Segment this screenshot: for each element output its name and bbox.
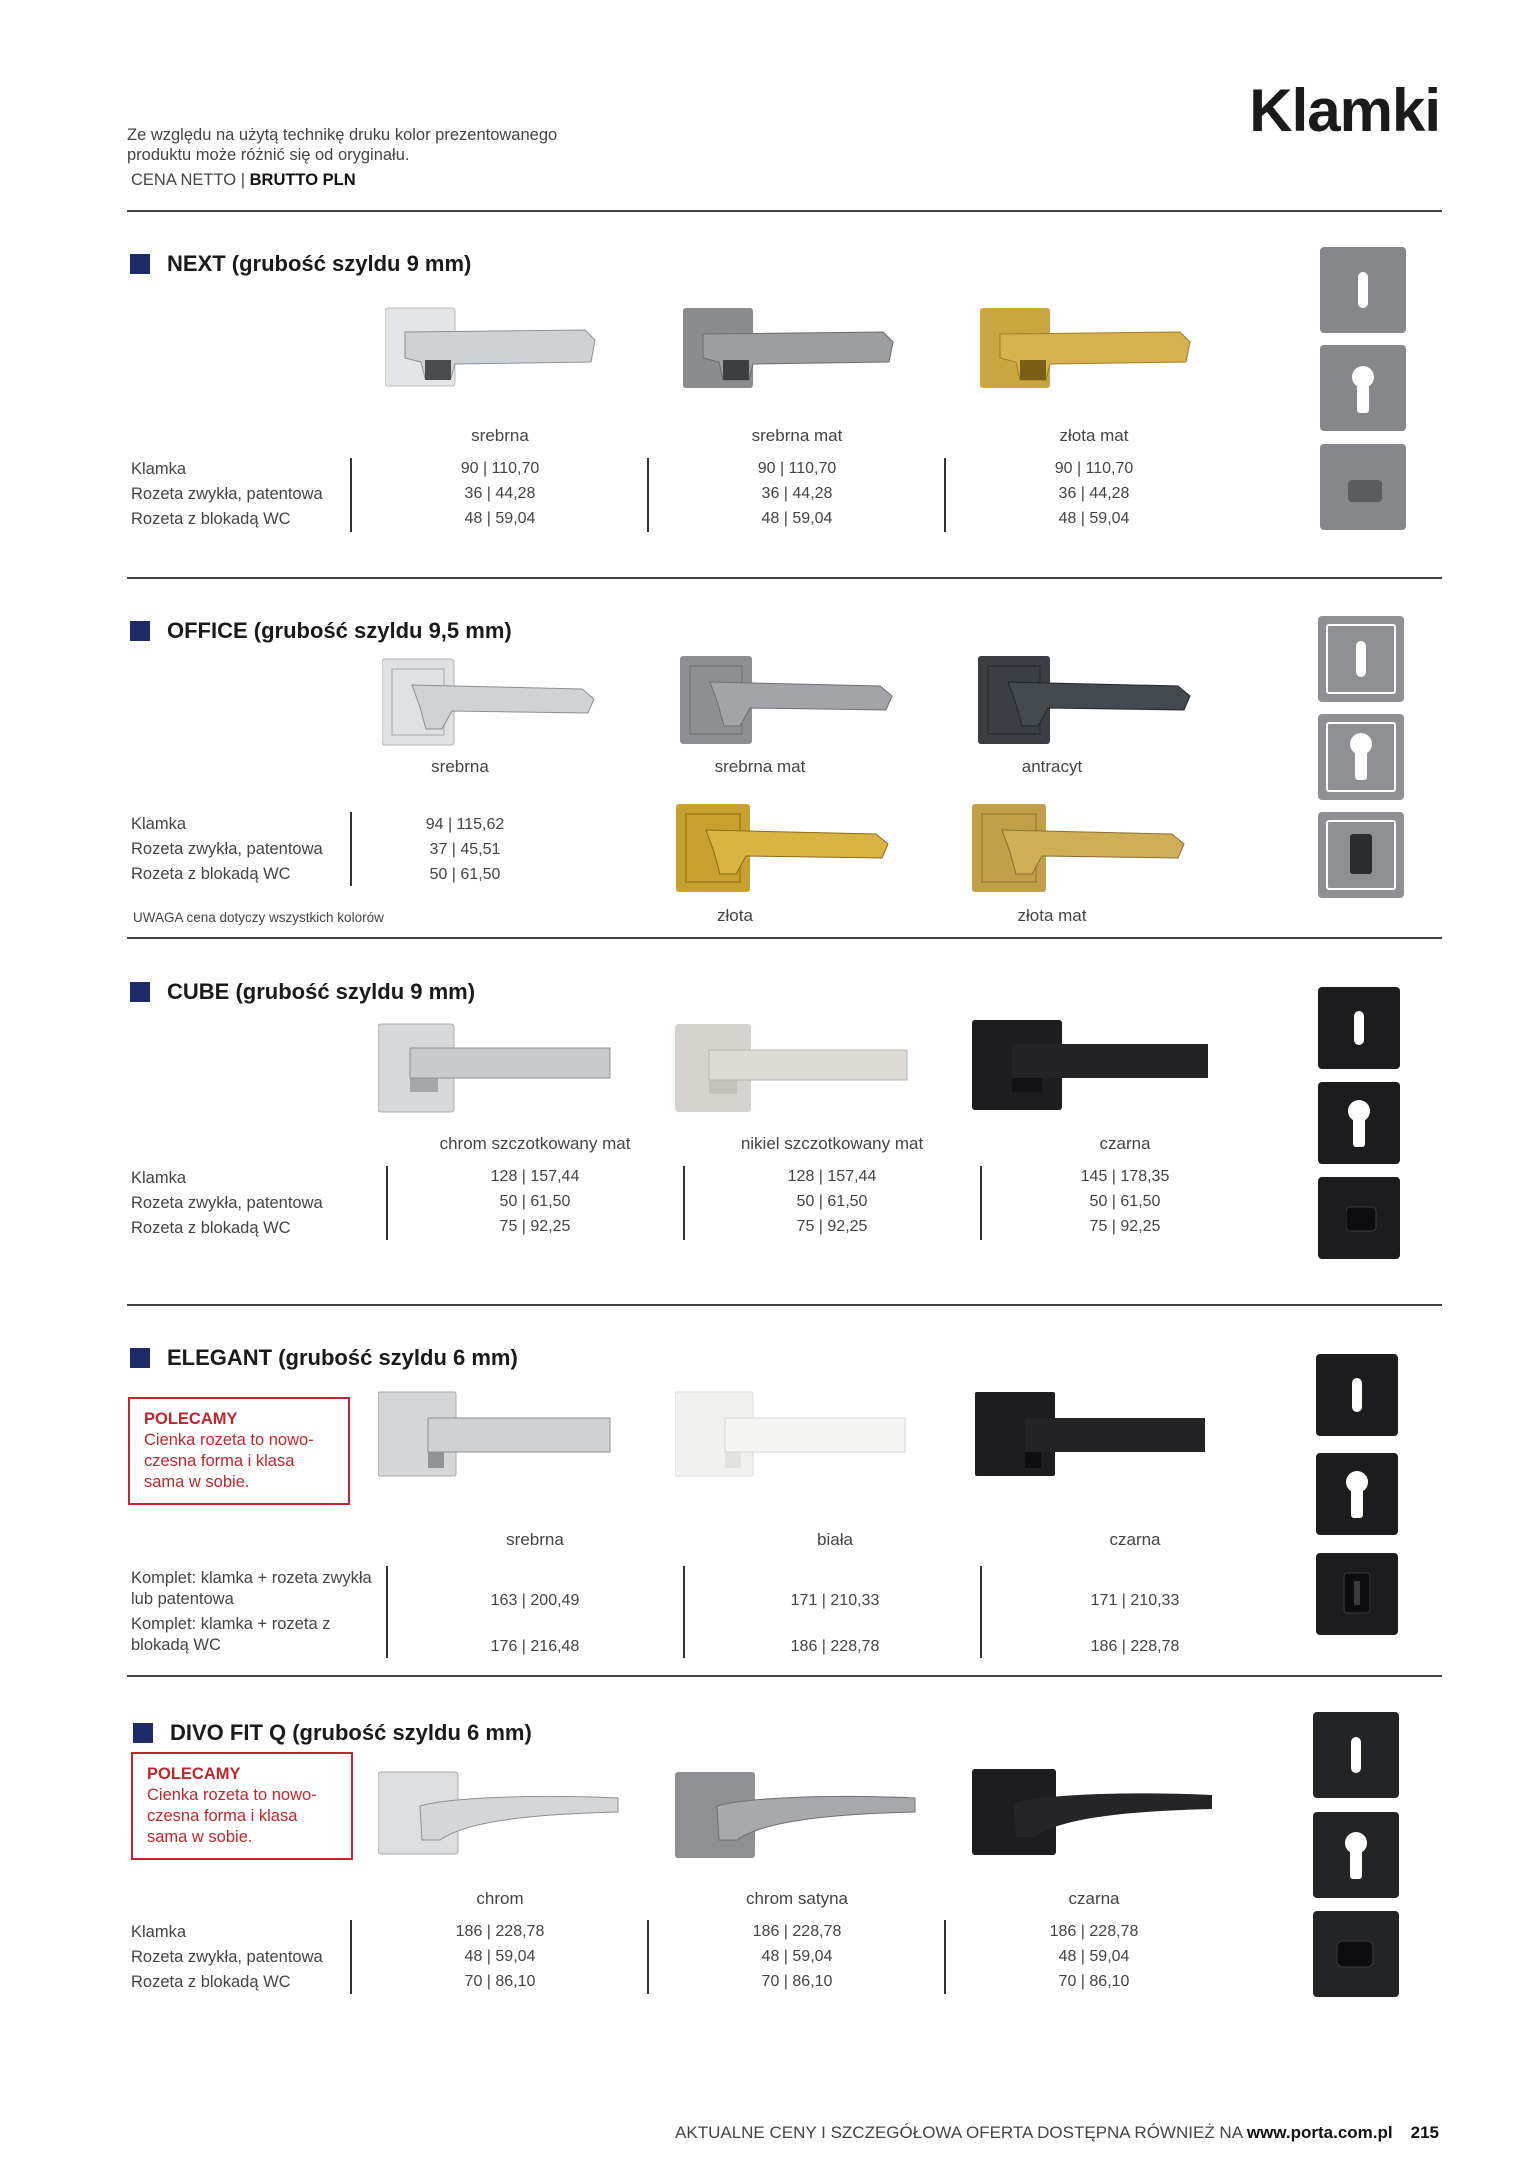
column-divider <box>350 458 352 532</box>
price-value: 186 | 228,78 <box>1049 1923 1139 1940</box>
handle-image-next-zlota-mat <box>980 302 1200 397</box>
price-value: 145 | 178,35 <box>1080 1168 1170 1185</box>
column-divider <box>350 812 352 886</box>
row-label: Klamka <box>131 460 187 478</box>
footer-text: AKTUALNE CENY I SZCZEGÓŁOWA OFERTA DOSTĘPNA RÓWNIEŻ NA <box>675 2123 1243 2142</box>
variant-name: złota mat <box>1017 906 1087 925</box>
keyhole-icon <box>1350 1378 1364 1412</box>
handle-image-elegant-czarna <box>975 1388 1215 1488</box>
section-title-elegant <box>130 1345 518 1371</box>
row-label: Rozeta z blokadą WC <box>131 1973 291 1991</box>
section-marker <box>130 254 150 274</box>
section-marker <box>130 621 150 641</box>
wc-knob-icon <box>1340 1571 1376 1617</box>
rose-standard-divo <box>1313 1712 1399 1798</box>
price-value: 48 | 59,04 <box>761 510 833 527</box>
price-value: 36 | 44,28 <box>464 485 536 502</box>
badge-text: Cienka rozeta to nowo-czesna forma i klasa sama w sobie. <box>144 1431 314 1491</box>
price-column-elegant-srebrna <box>455 1578 615 1670</box>
handle-image-office-srebrna-mat <box>680 652 900 752</box>
section-title-cube <box>130 979 475 1005</box>
cylinder-keyhole-icon <box>1343 1468 1371 1520</box>
price-value: 163 | 200,49 <box>490 1592 580 1609</box>
keyhole-icon <box>1352 1011 1366 1045</box>
print-color-notice: Ze względu na użytą technikę druku kolor prezentowanego produktu może różnić się od oryginału. <box>127 126 558 164</box>
wc-knob-icon <box>1335 1937 1379 1973</box>
price-value: 48 | 59,04 <box>1058 510 1130 527</box>
variant-name: antracyt <box>1021 757 1083 776</box>
price-value: 50 | 61,50 <box>499 1193 571 1210</box>
price-value: 70 | 86,10 <box>761 1973 833 1990</box>
rose-wc-elegant <box>1316 1553 1398 1635</box>
wc-knob-icon <box>1348 834 1378 878</box>
price-column-divo-chrom-satyna <box>697 1886 897 1994</box>
price-legend <box>131 171 356 190</box>
row-label: Rozeta z blokadą WC <box>131 510 291 528</box>
price-value: 186 | 228,78 <box>752 1923 842 1940</box>
section-marker <box>133 1723 153 1743</box>
row-label: Rozeta zwykła, patentowa <box>131 485 323 503</box>
column-divider <box>980 1566 982 1658</box>
section-title-text: OFFICE (grubość szyldu 9,5 mm) <box>167 618 512 643</box>
section-title-text: CUBE (grubość szyldu 9 mm) <box>167 979 476 1004</box>
rose-wc-next <box>1320 444 1406 530</box>
rose-standard-elegant <box>1316 1354 1398 1436</box>
handle-image-office-zlota <box>676 800 896 900</box>
handle-image-office-srebrna <box>382 655 602 755</box>
section-divider <box>127 1304 1442 1306</box>
price-value: 128 | 157,44 <box>490 1168 580 1185</box>
rose-wc-cube <box>1318 1177 1400 1259</box>
section-divider <box>127 1675 1442 1677</box>
price-column-next-srebrna <box>400 423 600 531</box>
row-label: Rozeta z blokadą WC <box>131 865 291 883</box>
price-net-label: CENA NETTO | <box>131 171 246 189</box>
handle-image-divo-czarna <box>972 1765 1222 1865</box>
handle-image-elegant-srebrna <box>378 1388 618 1488</box>
price-value: 75 | 92,25 <box>499 1218 571 1235</box>
column-divider <box>350 1920 352 1994</box>
variant-name: złota mat <box>1059 426 1129 445</box>
row-label: Klamka <box>131 1169 187 1187</box>
variant-name: biała <box>817 1530 853 1549</box>
column-divider <box>980 1166 982 1240</box>
badge-text: Cienka rozeta to nowo-czesna forma i klasa sama w sobie. <box>147 1786 317 1846</box>
cylinder-keyhole-icon <box>1342 1829 1370 1881</box>
section-title-text: DIVO FIT Q (grubość szyldu 6 mm) <box>170 1720 532 1745</box>
row-label: Klamka <box>131 815 187 833</box>
price-column-cube-chrom <box>415 1131 655 1239</box>
wc-knob-icon <box>1348 474 1388 504</box>
price-value: 186 | 228,78 <box>1090 1638 1180 1655</box>
rose-wc-office <box>1318 812 1404 898</box>
rose-wc-divo <box>1313 1911 1399 1997</box>
footer <box>675 2123 1439 2143</box>
rose-standard-cube <box>1318 987 1400 1069</box>
price-column-cube-czarna <box>1005 1131 1245 1239</box>
variant-name: chrom satyna <box>745 1889 849 1908</box>
column-divider <box>944 1920 946 1994</box>
price-column-next-zlota-mat <box>994 423 1194 531</box>
rose-patent-divo <box>1313 1812 1399 1898</box>
footer-link[interactable]: www.porta.com.pl <box>1246 2123 1393 2142</box>
price-value: 171 | 210,33 <box>1090 1592 1180 1609</box>
price-value: 48 | 59,04 <box>464 1948 536 1965</box>
price-column-divo-chrom <box>400 1886 600 1994</box>
price-row-labels <box>131 1166 323 1241</box>
variant-name: chrom <box>476 1889 524 1908</box>
price-value: 176 | 216,48 <box>490 1638 580 1655</box>
badge-title: POLECAMY <box>144 1410 238 1428</box>
column-divider <box>386 1566 388 1658</box>
row-label: Rozeta zwykła, patentowa <box>131 840 323 858</box>
section-marker <box>130 1348 150 1368</box>
cylinder-keyhole-icon <box>1345 1097 1373 1149</box>
variant-name: czarna <box>1099 1134 1151 1153</box>
variant-name: chrom szczotkowany mat <box>439 1134 631 1153</box>
price-value: 94 | 115,62 <box>425 816 505 833</box>
column-divider <box>944 458 946 532</box>
column-divider <box>647 458 649 532</box>
section-marker <box>130 982 150 1002</box>
price-column-elegant-biala <box>755 1578 915 1670</box>
variant-name: srebrna mat <box>751 426 843 445</box>
rose-patent-cube <box>1318 1082 1400 1164</box>
variant-name: czarna <box>1068 1889 1120 1908</box>
price-row-labels <box>131 1568 381 1656</box>
row-label: Rozeta z blokadą WC <box>131 1219 291 1237</box>
keyhole-icon <box>1349 1737 1363 1773</box>
price-value: 50 | 61,50 <box>429 866 501 883</box>
price-value: 75 | 92,25 <box>796 1218 868 1235</box>
section-title-text: ELEGANT (grubość szyldu 6 mm) <box>167 1345 518 1370</box>
keyhole-icon <box>1356 272 1370 308</box>
price-value: 50 | 61,50 <box>1089 1193 1161 1210</box>
row-label: Rozeta zwykła, patentowa <box>131 1948 323 1966</box>
variant-name: złota <box>717 906 753 925</box>
variant-name: czarna <box>1109 1530 1161 1549</box>
section-divider <box>127 577 1442 579</box>
handle-image-divo-chrom <box>378 1768 628 1868</box>
section-title-text: NEXT (grubość szyldu 9 mm) <box>167 251 472 276</box>
rose-standard-office <box>1318 616 1404 702</box>
cylinder-keyhole-icon <box>1349 363 1377 415</box>
rose-patent-office <box>1318 714 1404 800</box>
badge-title: POLECAMY <box>147 1765 241 1783</box>
handle-image-elegant-biala <box>675 1388 915 1488</box>
handle-image-cube-nikiel <box>675 1020 915 1120</box>
section-title-divo-fit-q <box>133 1720 532 1746</box>
price-gross-label: BRUTTO PLN <box>249 171 356 189</box>
header-divider <box>127 210 1442 212</box>
row-label: Rozeta zwykła, patentowa <box>131 1194 323 1212</box>
rose-patent-next <box>1320 345 1406 431</box>
recommended-badge-divo <box>131 1752 353 1860</box>
price-column-elegant-czarna <box>1055 1578 1215 1670</box>
price-value: 186 | 228,78 <box>455 1923 545 1940</box>
price-column-office <box>390 812 540 887</box>
price-value: 75 | 92,25 <box>1089 1218 1161 1235</box>
handle-image-next-srebrna <box>385 302 605 397</box>
section-divider <box>127 937 1442 939</box>
handle-image-office-zlota-mat <box>972 800 1192 900</box>
handle-image-cube-chrom <box>378 1020 618 1120</box>
handle-image-office-antracyt <box>978 652 1198 752</box>
handle-image-next-srebrna-mat <box>683 302 903 397</box>
cylinder-keyhole-icon <box>1347 730 1375 782</box>
section-title-office <box>130 618 512 644</box>
price-value: 90 | 110,70 <box>460 460 540 477</box>
price-value: 37 | 45,51 <box>429 841 501 858</box>
price-value: 50 | 61,50 <box>796 1193 868 1210</box>
price-value: 48 | 59,04 <box>464 510 536 527</box>
price-value: 171 | 210,33 <box>790 1592 880 1609</box>
price-value: 70 | 86,10 <box>464 1973 536 1990</box>
variant-name: srebrna <box>471 426 529 445</box>
price-value: 36 | 44,28 <box>761 485 833 502</box>
wc-knob-icon <box>1346 1203 1382 1237</box>
variant-name: srebrna <box>431 757 489 776</box>
price-value: 36 | 44,28 <box>1058 485 1130 502</box>
keyhole-icon <box>1354 641 1368 677</box>
price-note: UWAGA cena dotyczy wszystkich kolorów <box>133 910 384 925</box>
row-label: Komplet: klamka + rozeta z blokadą WC <box>131 1615 331 1654</box>
price-value: 90 | 110,70 <box>757 460 837 477</box>
column-divider <box>386 1166 388 1240</box>
price-value: 48 | 59,04 <box>761 1948 833 1965</box>
price-value: 48 | 59,04 <box>1058 1948 1130 1965</box>
page-title: Klamki <box>1249 77 1440 144</box>
price-column-divo-czarna <box>994 1886 1194 1994</box>
recommended-badge-elegant <box>128 1397 350 1505</box>
price-row-labels <box>131 457 323 532</box>
price-column-next-srebrna-mat <box>697 423 897 531</box>
column-divider <box>683 1166 685 1240</box>
column-divider <box>683 1566 685 1658</box>
handle-image-divo-chrom-satyna <box>675 1768 925 1868</box>
handle-image-cube-czarna <box>972 1016 1212 1116</box>
variant-name: nikiel szczotkowany mat <box>740 1134 924 1153</box>
price-value: 70 | 86,10 <box>1058 1973 1130 1990</box>
price-row-labels <box>131 812 323 887</box>
price-value: 90 | 110,70 <box>1054 460 1134 477</box>
column-divider <box>647 1920 649 1994</box>
row-label: Klamka <box>131 1923 187 1941</box>
price-value: 128 | 157,44 <box>787 1168 877 1185</box>
section-title-next <box>130 251 471 277</box>
rose-patent-elegant <box>1316 1453 1398 1535</box>
price-value: 186 | 228,78 <box>790 1638 880 1655</box>
rose-standard-next <box>1320 247 1406 333</box>
row-label: Komplet: klamka + rozeta zwykła lub patentowa <box>131 1569 372 1608</box>
variant-name: srebrna <box>506 1530 564 1549</box>
variant-name: srebrna mat <box>714 757 806 776</box>
page-number: 215 <box>1410 2123 1439 2142</box>
price-row-labels <box>131 1920 323 1995</box>
price-column-cube-nikiel <box>712 1131 952 1239</box>
